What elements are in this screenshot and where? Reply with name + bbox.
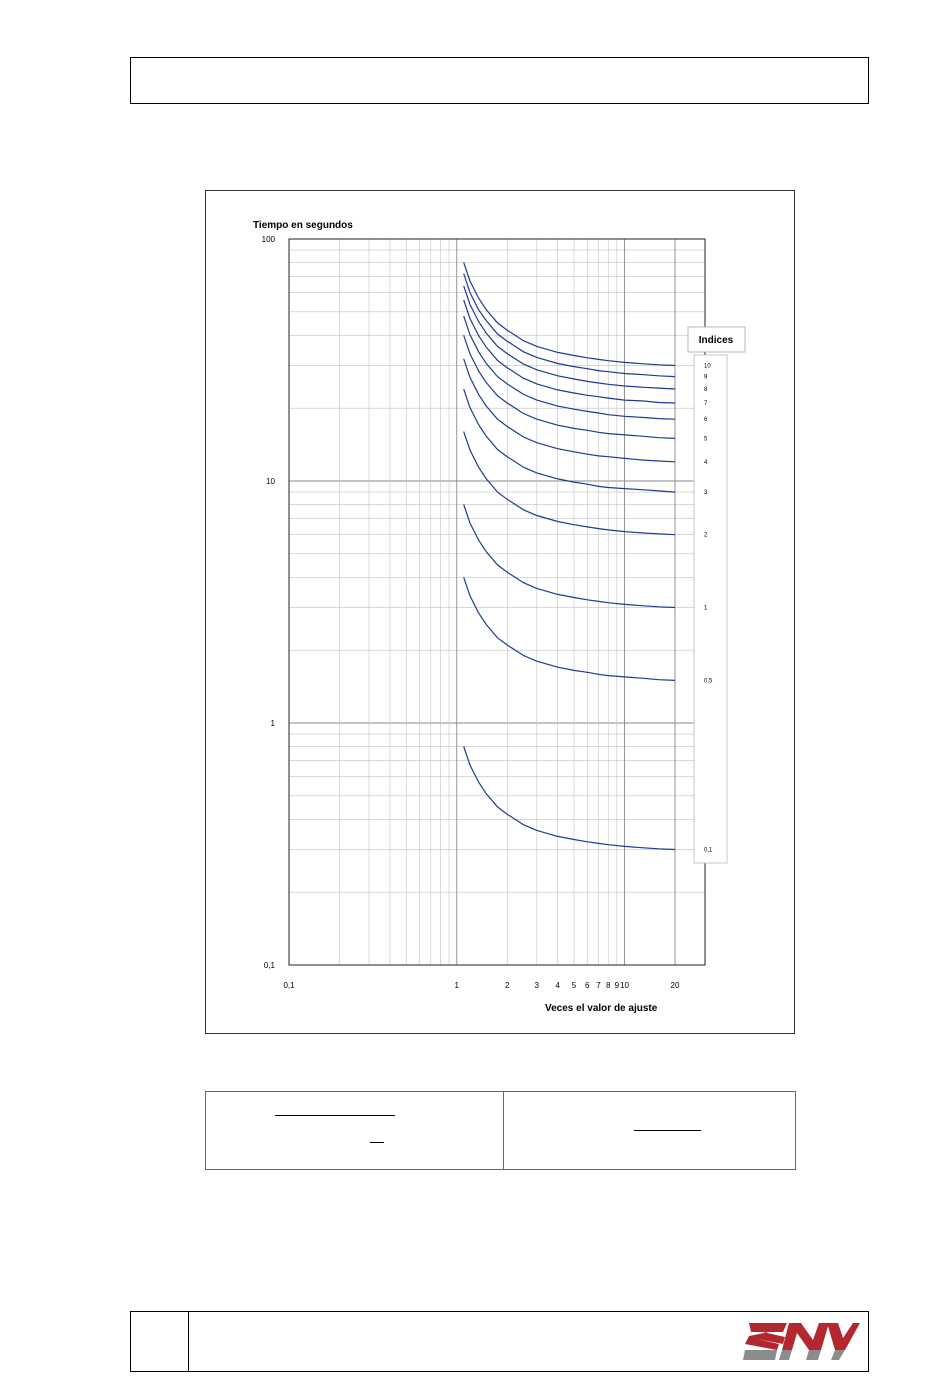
legend-entry: 9: [704, 374, 708, 381]
inverse-time-curve-chart: [205, 190, 795, 1034]
legend-entry: 6: [704, 417, 708, 424]
fraction-bar-left: [275, 1115, 395, 1116]
x-tick-label: 9: [614, 981, 620, 990]
x-tick-label: 5: [571, 981, 577, 990]
page-footer-box: [130, 1311, 869, 1372]
legend-panel: [694, 355, 727, 863]
y-tick-label: 100: [261, 235, 275, 244]
legend-entry: 10: [704, 363, 711, 370]
curve-series: [464, 263, 675, 366]
curve-series: [464, 505, 675, 608]
y-axis-label: Tiempo en segundos: [253, 220, 353, 231]
formula-divider: [503, 1092, 504, 1169]
legend-entry: 1: [704, 605, 708, 612]
tick-labels: [262, 235, 680, 990]
legend-title: Indices: [698, 335, 734, 346]
grid: [289, 239, 705, 965]
y-tick-label: 0,1: [263, 961, 275, 970]
legend-entry: 4: [704, 459, 708, 466]
x-tick-label: 3: [534, 981, 540, 990]
y-tick-label: 10: [266, 477, 275, 486]
curve-series: [464, 577, 675, 680]
x-tick-label: 8: [606, 981, 611, 990]
x-tick-label: 6: [585, 981, 590, 990]
fraction-bar-right: [634, 1130, 701, 1131]
legend: [688, 327, 745, 863]
legend-entry: 8: [704, 386, 708, 393]
company-logo: [743, 1320, 861, 1364]
legend-entry: 0,1: [704, 847, 713, 854]
footer-divider: [188, 1312, 189, 1371]
x-axis-label: Veces el valor de ajuste: [545, 1003, 658, 1014]
plot-border: [289, 239, 705, 965]
legend-entry: 0,5: [704, 678, 713, 685]
x-tick-label: 1: [454, 981, 459, 990]
legend-entry: 3: [704, 490, 708, 497]
x-tick-label: 2: [505, 981, 510, 990]
x-tick-label: 7: [596, 981, 601, 990]
formula-table: [205, 1091, 796, 1170]
curve-series: [464, 747, 675, 850]
y-tick-label: 1: [270, 719, 275, 728]
page-header-box: [130, 57, 869, 104]
curve-series: [464, 274, 675, 377]
x-tick-label: 20: [670, 981, 680, 990]
fraction-bar-small: [370, 1142, 384, 1143]
legend-entry: 2: [704, 532, 708, 539]
x-tick-label: 4: [555, 981, 560, 990]
curve-series: [464, 389, 675, 492]
x-tick-label: 0,1: [283, 981, 295, 990]
x-tick-label: 10: [620, 981, 629, 990]
curves: [464, 263, 675, 850]
legend-entry: 7: [704, 401, 708, 408]
legend-entry: 5: [704, 436, 708, 443]
